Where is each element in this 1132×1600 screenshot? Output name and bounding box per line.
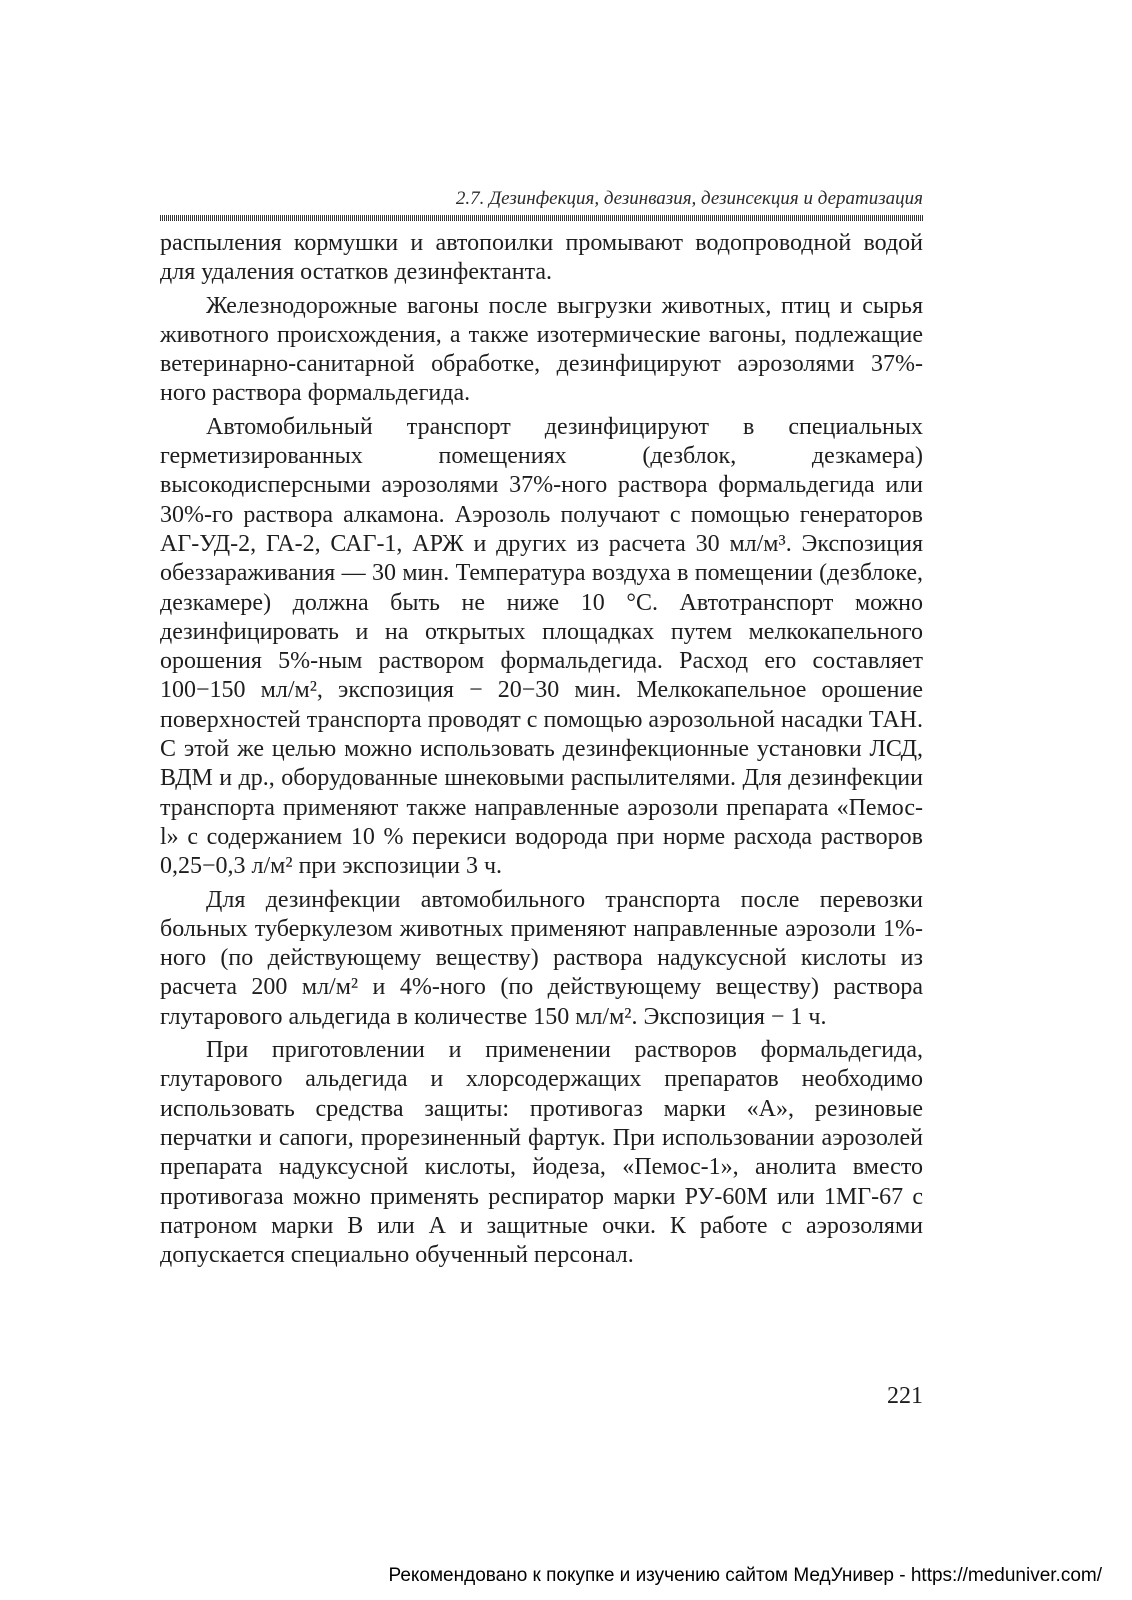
header-rule	[160, 215, 923, 221]
watermark-text: Рекомендовано к покупке и изучению сайтом МедУнивер - https://meduniver.com/	[388, 1565, 1102, 1586]
paragraph: При приготовлении и применении растворов формальдегида, глутарового альдегида и хлорсодержащих препаратов необходимо использовать средства защиты: противогаз марки «А», резиновые перчатки и сапоги, прорезиненный фартук. При использовании аэрозолей препарата надуксусной кислоты, йодеза, «Пемос-1», анолита вместо противогаза можно применять респиратор марки РУ-60М или 1МГ-67 с патроном марки В или А и защитные очки. К работе с аэрозолями допускается специально обученный персонал.	[160, 1037, 923, 1269]
body-text	[160, 229, 923, 1274]
paragraph: Железнодорожные вагоны после выгрузки животных, птиц и сырья животного происхождения, а также изотермические вагоны, подлежащие ветеринарно-санитарной обработке, дезинфицируют аэрозолями 37%-ного раствора формальдегида.	[160, 292, 923, 407]
running-head-title: 2.7. Дезинфекция, дезинвазия, дезинсекция и дератизация	[455, 188, 923, 209]
paragraph: Для дезинфекции автомобильного транспорта после перевозки больных туберкулезом животных применяют направленные аэрозоли 1%-ного (по действующему веществу) раствора надуксусной кислоты из расчета 200 мл/м² и 4%-ного (по действующему веществу) раствора глутарового альдегида в количестве 150 мл/м². Экспозиция − 1 ч.	[160, 886, 923, 1030]
paragraph: Автомобильный транспорт дезинфицируют в специальных герметизированных помещениях (дезблок, дезкамера) высокодисперсными аэрозолями 37%-ного раствора формальдегида или 30%-го раствора алкамона. Аэрозоль получают с помощью генераторов АГ-УД-2, ГА-2, САГ-1, АРЖ и других из расчета 30 мл/м³. Экспозиция обеззараживания — 30 мин. Температура воздуха в помещении (дезблоке, дезкамере) должна быть не ниже 10 °С. Автотранспорт можно дезинфицировать и на открытых площадках путем мелкокапельного орошения 5%-ным раствором формальдегида. Расход его составляет 100−150 мл/м², экспозиция − 20−30 мин. Мелкокапельное орошение поверхностей транспорта проводят с помощью аэрозольной насадки ТАН. С этой же целью можно использовать дезинфекционные установки ЛСД, ВДМ и др., оборудованные шнековыми распылителями. Для дезинфекции транспорта применяют также направленные аэрозоли препарата «Пемос-l» с содержанием 10 % перекиси водорода при норме расхода растворов 0,25−0,3 л/м² при экспозиции 3 ч.	[160, 413, 923, 880]
paragraph: распыления кормушки и автопоилки промывают водопроводной водой для удаления остатков дезинфектанта.	[160, 230, 923, 286]
page-number: 221	[887, 1383, 923, 1409]
